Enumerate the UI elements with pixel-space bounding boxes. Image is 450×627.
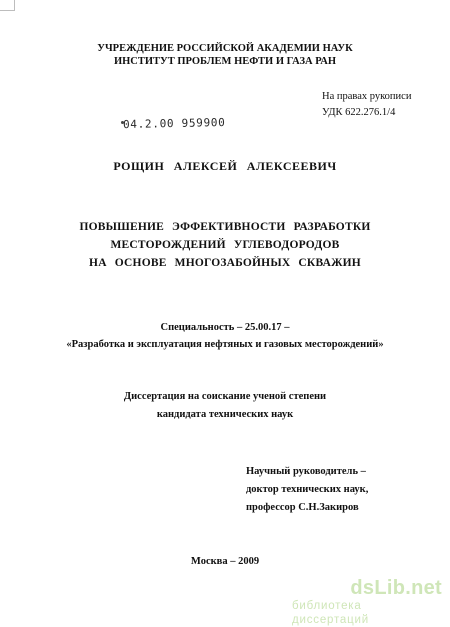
title-line-1: ПОВЫШЕНИЕ ЭФФЕКТИВНОСТИ РАЗРАБОТКИ xyxy=(79,221,371,233)
degree-line-1: Диссертация на соискание ученой степени xyxy=(123,391,327,402)
institution-line-2: ИНСТИТУТ ПРОБЛЕМ НЕФТИ И ГАЗА РАН xyxy=(113,56,337,67)
scan-edge-mark xyxy=(0,0,15,11)
supervisor-degree: доктор технических наук, xyxy=(246,484,369,495)
supervisor-role: Научный руководитель – xyxy=(246,466,366,477)
degree-line-2: кандидата технических наук xyxy=(156,409,294,420)
watermark-subtitle: библиотека диссертаций xyxy=(292,600,369,626)
title-line-3: НА ОСНОВЕ МНОГОЗАБОЙНЫХ СКВАЖИН xyxy=(89,257,361,269)
library-stamp-number: 04.2.00 959900 xyxy=(122,115,226,132)
dslib-watermark xyxy=(292,577,442,626)
manuscript-rights: На правах рукописи xyxy=(322,91,412,102)
supervisor-name: профессор С.Н.Закиров xyxy=(246,502,359,513)
specialty-code: Специальность – 25.00.17 – xyxy=(160,322,290,333)
institution-line-1: УЧРЕЖДЕНИЕ РОССИЙСКОЙ АКАДЕМИИ НАУК xyxy=(97,43,353,54)
title-line-2: МЕСТОРОЖДЕНИЙ УГЛЕВОДОРОДОВ xyxy=(110,239,340,251)
author-name: РОЩИН АЛЕКСЕЙ АЛЕКСЕЕВИЧ xyxy=(113,159,337,173)
place-year: Москва – 2009 xyxy=(190,556,260,567)
watermark-logo: dsLib.net xyxy=(350,577,442,599)
udc-code: УДК 622.276.1/4 xyxy=(322,107,396,118)
specialty-name: «Разработка и эксплуатация нефтяных и газовых месторождений» xyxy=(66,339,384,350)
